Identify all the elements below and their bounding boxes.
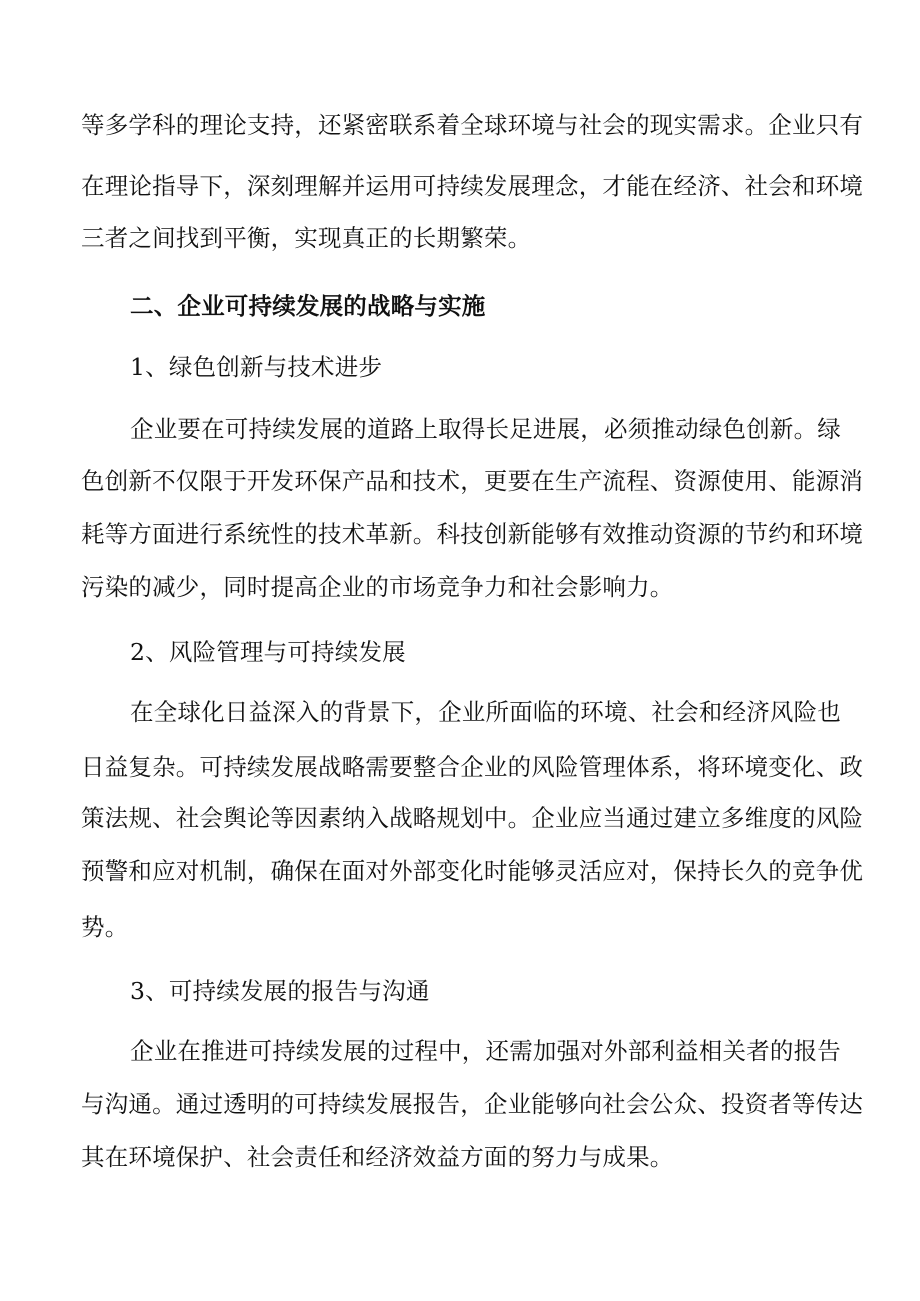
para1-line1: 等多学科的理论支持，还紧密联系着全球环境与社会的现实需求。企业只有 (81, 111, 864, 139)
sub1-title: 1、绿色创新与技术进步 (130, 353, 383, 381)
sub3-title: 3、可持续发展的报告与沟通 (130, 977, 430, 1005)
sub3-line3: 其在环境保护、社会责任和经济效益方面的努力与成果。 (81, 1143, 674, 1171)
sub3-line2: 与沟通。通过透明的可持续发展报告，企业能够向社会公众、投资者等传达 (81, 1090, 864, 1118)
sub2-line4: 预警和应对机制，确保在面对外部变化时能够灵活应对，保持长久的竞争优 (81, 857, 864, 885)
sub3-line1: 企业在推进可持续发展的过程中，还需加强对外部利益相关者的报告 (130, 1037, 841, 1065)
sub2-line1: 在全球化日益深入的背景下，企业所面临的环境、社会和经济风险也 (130, 698, 841, 726)
sub2-line5: 势。 (81, 913, 129, 941)
sub2-line3: 策法规、社会舆论等因素纳入战略规划中。企业应当通过建立多维度的风险 (81, 804, 864, 832)
para1-line2: 在理论指导下，深刻理解并运用可持续发展理念，才能在经济、社会和环境 (81, 172, 864, 200)
sub1-line1: 企业要在可持续发展的道路上取得长足进展，必须推动绿色创新。绿 (130, 415, 841, 443)
sub1-line2: 色创新不仅限于开发环保产品和技术，更要在生产流程、资源使用、能源消 (81, 467, 864, 495)
sub2-title: 2、风险管理与可持续发展 (130, 638, 406, 666)
sub1-line3: 耗等方面进行系统性的技术革新。科技创新能够有效推动资源的节约和环境 (81, 520, 864, 548)
sub1-line4: 污染的减少，同时提高企业的市场竞争力和社会影响力。 (81, 573, 674, 601)
sub2-line2: 日益复杂。可持续发展战略需要整合企业的风险管理体系，将环境变化、政 (81, 753, 864, 781)
para1-line3: 三者之间找到平衡，实现真正的长期繁荣。 (81, 224, 532, 252)
section2-title: 二、企业可持续发展的战略与实施 (130, 292, 486, 320)
